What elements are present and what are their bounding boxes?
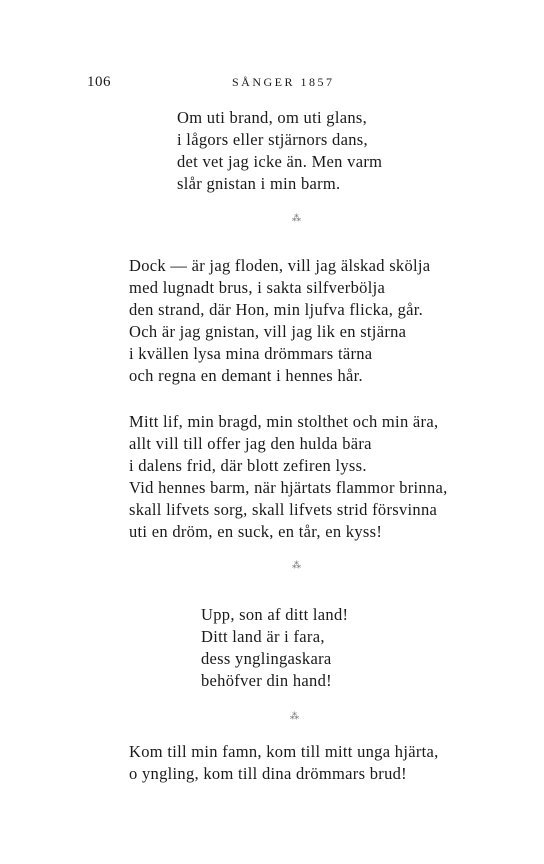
verse-line: med lugnadt brus, i sakta silfverbölja — [129, 278, 386, 297]
section-divider: ⁂ — [290, 711, 299, 721]
verse-line: i dalens frid, där blott zefiren lyss. — [129, 456, 367, 475]
stanza-1 — [177, 107, 382, 195]
page-number: 106 — [87, 74, 111, 90]
verse-line: skall lifvets sorg, skall lifvets strid försvinna — [129, 500, 438, 519]
stanza-3 — [129, 411, 448, 543]
stanza-4 — [201, 604, 348, 692]
verse-line: Mitt lif, min bragd, min stolthet och min ära, — [129, 412, 439, 431]
verse-line: Ditt land är i fara, — [201, 627, 325, 646]
running-head: SÅNGER 1857 — [232, 75, 335, 89]
verse-line: Vid hennes barm, när hjärtats flammor brinna, — [129, 478, 448, 497]
stanza-5 — [129, 741, 439, 785]
verse-line: i kvällen lysa mina drömmars tärna — [129, 344, 373, 363]
verse-line: allt vill till offer jag den hulda bära — [129, 434, 372, 453]
verse-line: o yngling, kom till dina drömmars brud! — [129, 764, 407, 783]
verse-line: den strand, där Hon, min ljufva flicka, går. — [129, 300, 424, 319]
verse-line: Dock — är jag floden, vill jag älskad skölja — [129, 256, 431, 275]
verse-line: och regna en demant i hennes hår. — [129, 366, 363, 385]
verse-line: slår gnistan i min barm. — [177, 174, 341, 193]
section-divider: ⁂ — [292, 213, 301, 223]
stanza-2 — [129, 255, 430, 387]
verse-line: Och är jag gnistan, vill jag lik en stjärna — [129, 322, 407, 341]
verse-line: dess ynglingaskara — [201, 649, 332, 668]
verse-line: Upp, son af ditt land! — [201, 605, 349, 624]
verse-line: Kom till min famn, kom till mitt unga hjärta, — [129, 742, 439, 761]
verse-line: Om uti brand, om uti glans, — [177, 108, 368, 127]
section-divider: ⁂ — [292, 560, 301, 570]
verse-line: uti en dröm, en suck, en tår, en kyss! — [129, 522, 383, 541]
verse-line: det vet jag icke än. Men varm — [177, 152, 383, 171]
verse-line: i lågors eller stjärnors dans, — [177, 130, 368, 149]
verse-line: behöfver din hand! — [201, 671, 332, 690]
